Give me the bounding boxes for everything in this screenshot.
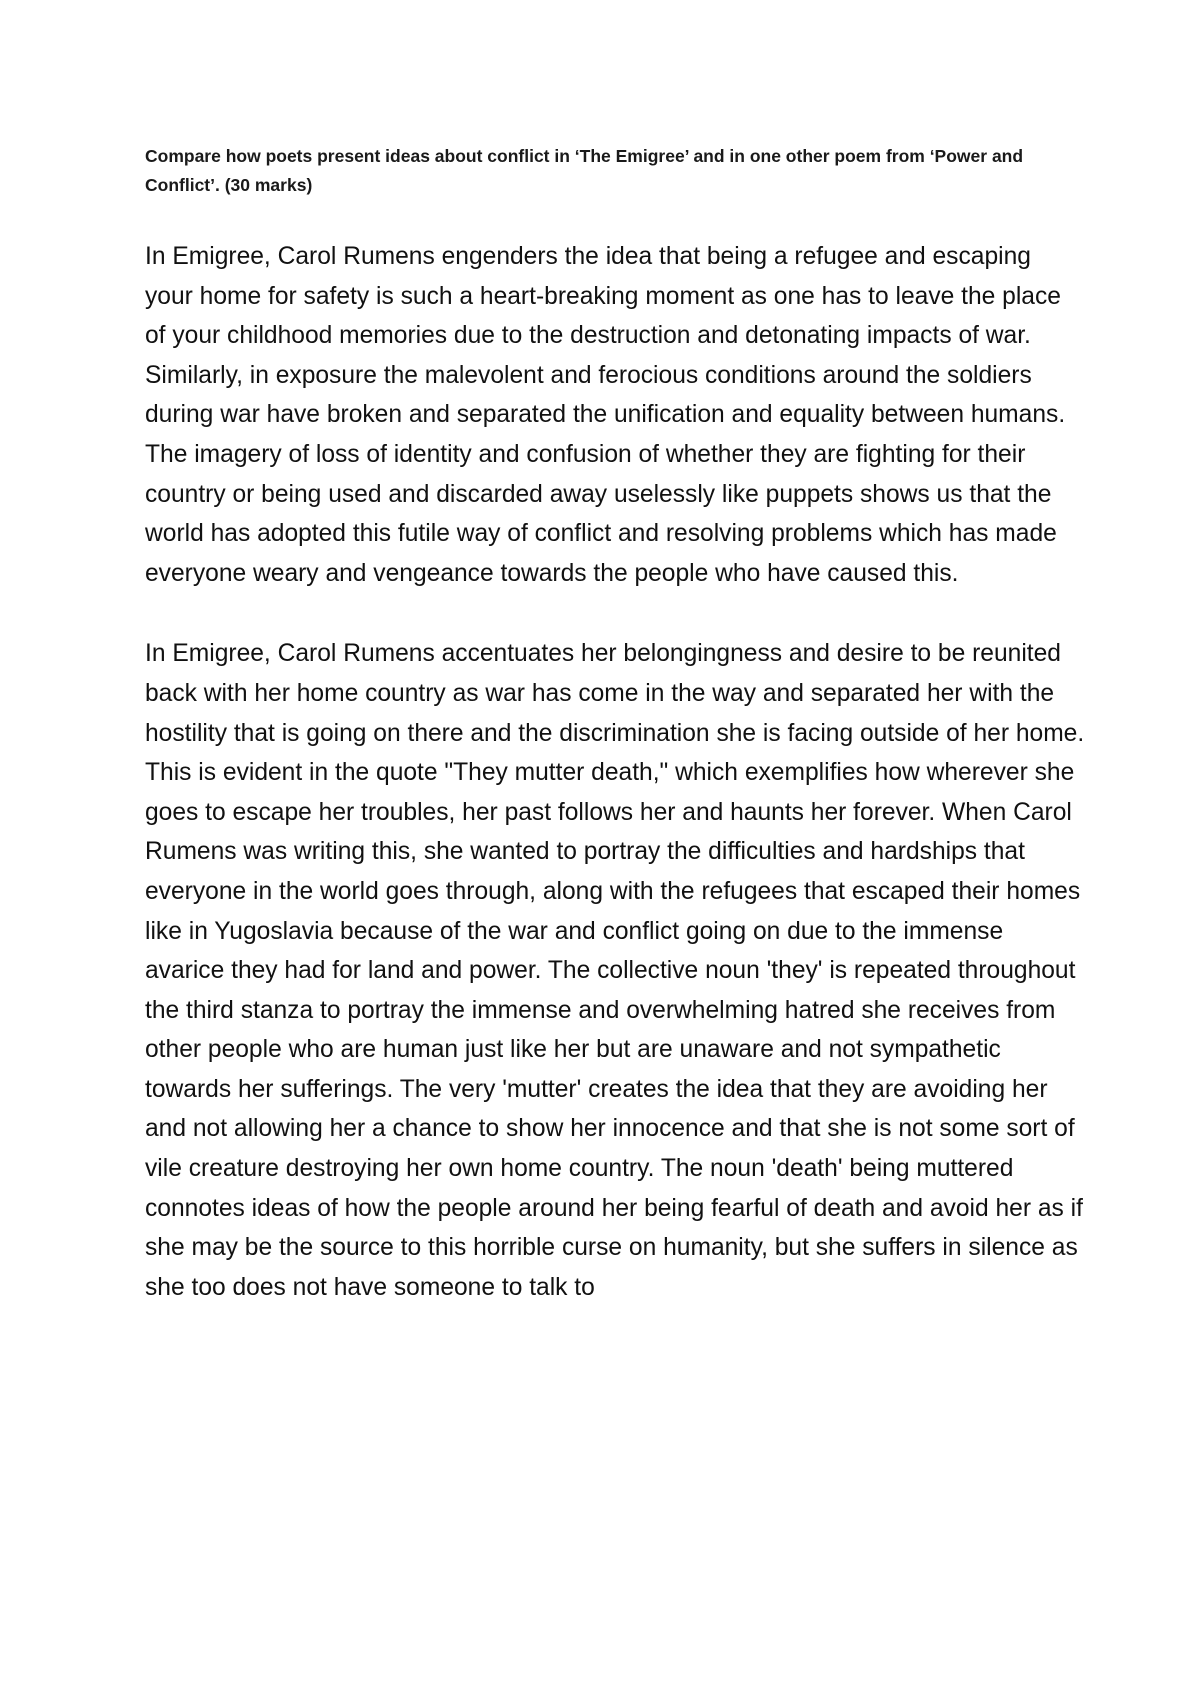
essay-paragraph-2: In Emigree, Carol Rumens accentuates her belongingness and desire to be reunited back with her home country as war has come in the way and separated her with the hostility that is going on there and the discrimination she is facing outside of her home. This is evident in the quote "They mutter death," which exemplifies how wherever she goes to escape her troubles, her past follows her and haunts her forever. When Carol Rumens was writing this, she wanted to portray the difficulties and hardships that everyone in the world goes through, along with the refugees that escaped their homes like in Yugoslavia because of the war and conflict going on due to the immense avarice they had for land and power. The collective noun 'they' is repeated throughout the third stanza to portray the immense and overwhelming hatred she receives from other people who are human just like her but are unaware and not sympathetic towards her sufferings. The very 'mutter' creates the idea that they are avoiding her and not allowing her a chance to show her innocence and that she is not some sort of vile creature destroying her own home country. The noun 'death' being muttered connotes ideas of how the people around her being fearful of death and avoid her as if she may be the source to this horrible curse on humanity, but she suffers in silence as she too does not have someone to talk to	[145, 640, 1085, 1301]
essay-paragraph-1: In Emigree, Carol Rumens engenders the idea that being a refugee and escaping your home for safety is such a heart-breaking moment as one has to leave the place of your childhood memories due to the destruction and detonating impacts of war. Similarly, in exposure the malevolent and ferocious conditions around the soldiers during war have broken and separated the unification and equality between humans. The imagery of loss of identity and confusion of whether they are fighting for their country or being used and discarded away uselessly like puppets shows us that the world has adopted this futile way of conflict and resolving problems which has made everyone weary and vengeance towards the people who have caused this.	[145, 243, 1066, 587]
essay-question: Compare how poets present ideas about conflict in ‘The Emigree’ and in one other poem from ‘Power and Conflict’. (30 marks)	[145, 146, 1024, 195]
document-body	[145, 142, 1085, 1307]
